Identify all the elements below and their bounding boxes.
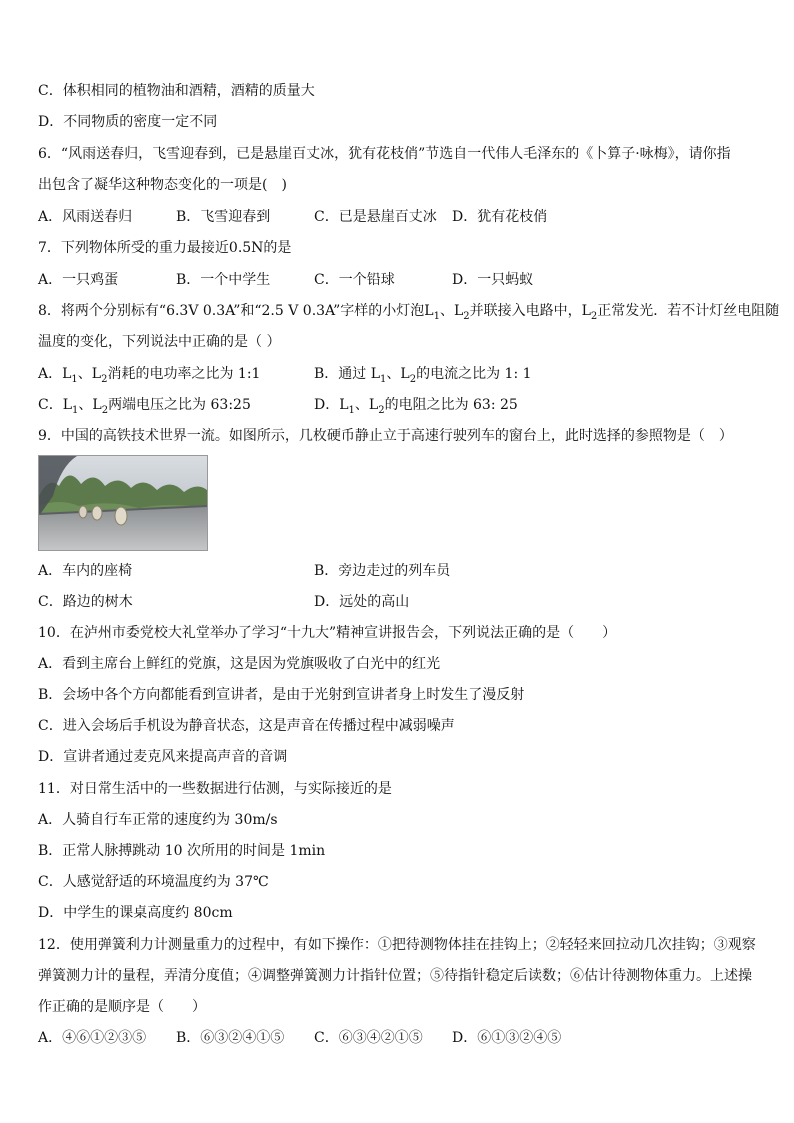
q10-option-b: B．会场中各个方向都能看到宣讲者，是由于光射到宣讲者身上时发生了漫反射: [38, 687, 525, 703]
q11-option-a: A．人骑自行车正常的速度约为 30m/s: [38, 812, 278, 828]
q5-option-c: C．体积相同的植物油和酒精，酒精的质量大: [38, 83, 315, 99]
q11-option-d: D．中学生的课桌高度约 80cm: [38, 905, 233, 921]
q9-option-b: B．旁边走过的列车员: [314, 563, 451, 579]
q5-option-d: D．不同物质的密度一定不同: [38, 114, 218, 130]
q10-option-c: C．进入会场后手机设为静音状态，这是声音在传播过程中减弱噪声: [38, 718, 455, 734]
q8-stem-line2: 温度的变化，下列说法中正确的是（ ）: [38, 334, 281, 350]
q10-stem: 10．在泸州市委党校大礼堂举办了学习“十九大”精神宣讲报告会，下列说法正确的是（ ）: [38, 625, 617, 641]
q12-stem-line3: 作正确的是顺序是（ ）: [38, 999, 206, 1015]
train-window-coins-photo: [38, 455, 208, 551]
q12-option-b: B．⑥③②④①⑤: [176, 1030, 285, 1046]
q9-option-c: C．路边的树木: [38, 594, 133, 610]
q6-stem-line1: 6．“风雨送春归，飞雪迎春到，已是悬崖百丈冰，犹有花枝俏”节选自一代伟人毛泽东的《卜算子·咏梅》，请你指: [38, 146, 731, 162]
q7-option-a: A．一只鸡蛋: [38, 272, 119, 288]
q12-stem-line2: 弹簧测力计的量程，弄清分度值；④调整弹簧测力计指针位置；⑤待指针稳定后读数；⑥估计待测物体重力。上述操: [38, 968, 752, 984]
q6-option-c: C．已是悬崖百丈冰: [314, 209, 437, 225]
q7-option-c: C．一个铅球: [314, 272, 395, 288]
q9-stem: 9．中国的高铁技术世界一流。如图所示，几枚硬币静止立于高速行驶列车的窗台上，此时选择的参照物是（ ）: [38, 428, 733, 444]
q11-option-b: B．正常人脉搏跳动 10 次所用的时间是 1min: [38, 843, 326, 859]
q6-option-d: D．犹有花枝俏: [452, 209, 548, 225]
q8-stem-line1: 8．将两个分别标有“6.3V 0.3A”和“2.5 V 0.3A”字样的小灯泡$L_1$、$L_2$并联接入电路中，$L_2$正常发光．若不计灯丝电阻随: [38, 303, 780, 322]
q6-option-b: B．飞雪迎春到: [176, 209, 271, 225]
q11-option-c: C．人感觉舒适的环境温度约为 37℃: [38, 874, 269, 890]
q8-option-b: B．通过 $L_1$、$L_2$的电流之比为 1: 1: [314, 366, 532, 385]
q12-option-c: C．⑥③④②①⑤: [314, 1030, 423, 1046]
q9-option-a: A．车内的座椅: [38, 563, 133, 579]
q12-stem-line1: 12．使用弹簧利力计测量重力的过程中，有如下操作：①把待测物体挂在挂钩上；②轻轻来回拉动几次挂钩；③观察: [38, 937, 756, 953]
q9-option-d: D．远处的高山: [314, 594, 410, 610]
q11-stem: 11．对日常生活中的一些数据进行估测，与实际接近的是: [38, 781, 392, 797]
q8-option-c: C．$L_1$、$L_2$两端电压之比为 63:25: [38, 397, 251, 416]
q7-option-d: D．一只蚂蚁: [452, 272, 534, 288]
q12-option-a: A．④⑥①②③⑤: [38, 1030, 147, 1046]
q10-option-d: D．宣讲者通过麦克风来提高声音的音调: [38, 749, 288, 765]
q8-option-d: D．$L_1$、$L_2$的电阻之比为 63: 25: [314, 397, 518, 416]
q7-option-b: B．一个中学生: [176, 272, 271, 288]
q6-stem-line2: 出包含了凝华这种物态变化的一项是( ): [38, 177, 287, 193]
q8-option-a: A．$L_1$、$L_2$消耗的电功率之比为 1:1: [38, 366, 261, 385]
q7-stem: 7．下列物体所受的重力最接近0.5N的是: [38, 240, 292, 256]
q6-option-a: A．风雨送春归: [38, 209, 133, 225]
q10-option-a: A．看到主席台上鲜红的党旗，这是因为党旗吸收了白光中的红光: [38, 656, 441, 672]
q12-option-d: D．⑥①③②④⑤: [452, 1030, 562, 1046]
